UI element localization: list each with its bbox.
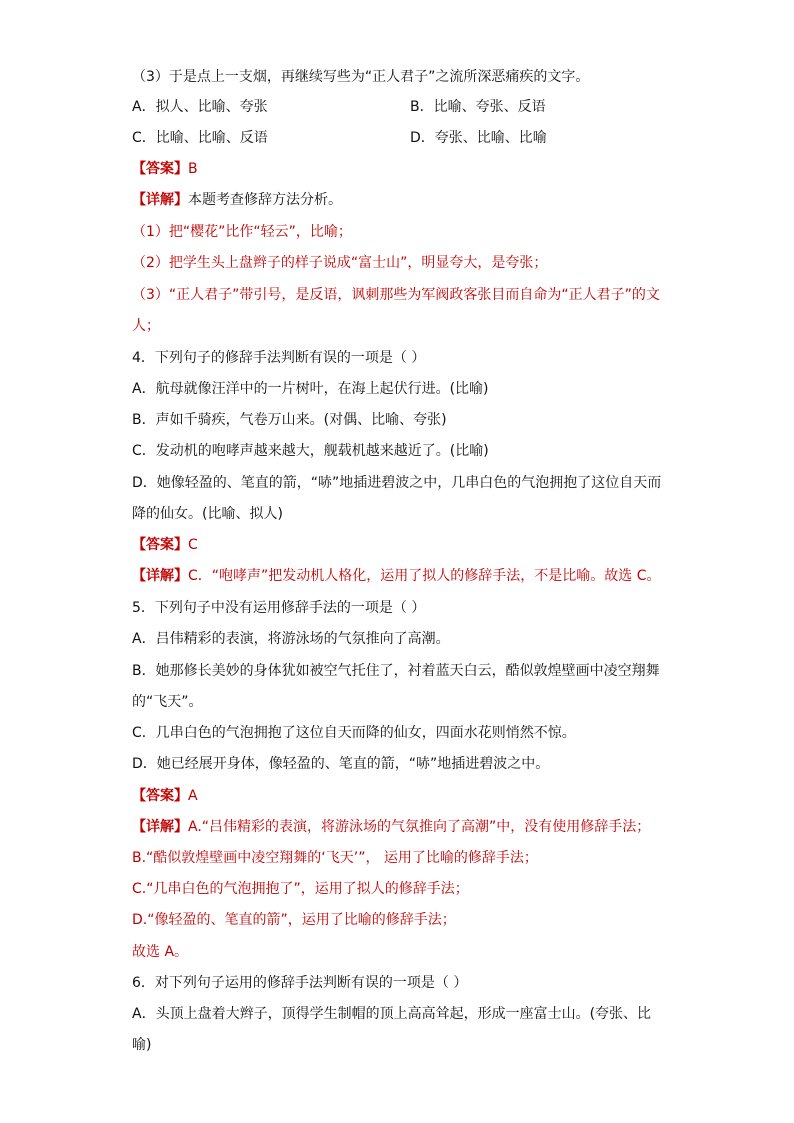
q3-item-3: （3）于是点上一支烟，再继续写些为“正人君子”之流所深恶痛疾的文字。 xyxy=(132,69,590,85)
q5-stem: 5．下列句子中没有运用修辞手法的一项是（ ） xyxy=(132,600,426,616)
q3-detail-2: （2）把学生头上盘辫子的样子说成“富士山”，明显夸大，是夸张； xyxy=(132,255,548,271)
q4-stem: 4．下列句子的修辞手法判断有误的一项是（ ） xyxy=(132,350,426,366)
q4-option-d-line2: 降的仙女。(比喻、拟人) xyxy=(132,506,283,522)
q5-option-c: C．几串白色的气泡拥抱了这位自天而降的仙女，四面水花则悄然不惊。 xyxy=(132,725,576,741)
q5-detail-d: D.“像轻盈的、笔直的箭”，运用了比喻的修辞手法； xyxy=(132,912,456,928)
q3-detail-3a: （3）“正人君子”带引号，是反语，讽刺那些为军阀政客张目而自命为“正人君子”的文 xyxy=(132,287,660,303)
q5-option-a: A．吕伟精彩的表演，将游泳场的气氛推向了高潮。 xyxy=(132,631,450,647)
q3-options-row-1 xyxy=(132,97,672,117)
q4-answer xyxy=(132,535,672,555)
q5-option-b-line1: B．她那修长美妙的身体犹如被空气托住了，衬着蓝天白云，酷似敦煌壁画中凌空翔舞 xyxy=(132,663,660,679)
q6-option-a-line1: A．头顶上盘着大辫子，顶得学生制帽的顶上高高耸起，形成一座富士山。(夸张、比 xyxy=(132,1006,652,1022)
q3-detail-intro xyxy=(132,190,672,210)
q3-option-c: C．比喻、比喻、反语 xyxy=(132,130,268,146)
q4-option-d-line1: D．她像轻盈的、笔直的箭，“哧”地插进碧波之中，几串白色的气泡拥抱了这位自天而 xyxy=(132,475,662,491)
detail-text: C．“咆哮声”把发动机人格化，运用了拟人的修辞手法，不是比喻。故选 C。 xyxy=(188,568,661,584)
q3-detail-3b: 人； xyxy=(132,318,160,334)
detail-text: A.“吕伟精彩的表演，将游泳场的气氛推向了高潮”中，没有使用修辞手法； xyxy=(188,819,651,835)
detail-label: 【详解】 xyxy=(132,568,188,584)
answer-value: A xyxy=(188,788,198,804)
q3-detail-1: （1）把“樱花”比作“轻云”，比喻； xyxy=(132,224,352,240)
q4-option-b: B．声如千骑疾，气卷万山来。(对偶、比喻、夸张) xyxy=(132,412,447,428)
q5-answer xyxy=(132,786,672,806)
answer-value: B xyxy=(188,161,198,177)
q5-option-d: D．她已经展开身体，像轻盈的、笔直的箭，“哧”地插进碧波之中。 xyxy=(132,756,550,772)
q3-answer xyxy=(132,159,672,179)
q5-detail-c: C.“几串白色的气泡拥抱了”，运用了拟人的修辞手法； xyxy=(132,881,469,897)
answer-value: C xyxy=(188,537,198,553)
answer-label: 【答案】 xyxy=(132,161,188,177)
q3-options-row-2 xyxy=(132,128,672,148)
q6-stem: 6．对下列句子运用的修辞手法判断有误的一项是（ ） xyxy=(132,975,468,991)
q4-option-a: A．航母就像汪洋中的一片树叶，在海上起伏行进。(比喻) xyxy=(132,381,489,397)
answer-label: 【答案】 xyxy=(132,537,188,553)
q6-option-a-line2: 喻) xyxy=(132,1037,152,1053)
q3-option-d: D．夸张、比喻、比喻 xyxy=(410,130,547,146)
q5-conclusion: 故选 A。 xyxy=(132,944,189,960)
answer-label: 【答案】 xyxy=(132,788,188,804)
q5-detail-b: B.“酷似敦煌壁画中凌空翔舞的‘飞天’”， 运用了比喻的修辞手法； xyxy=(132,850,538,866)
q3-option-b: B．比喻、夸张、反语 xyxy=(410,99,546,115)
detail-label: 【详解】 xyxy=(132,192,188,208)
q5-option-b-line2: 的“飞天”。 xyxy=(132,694,203,710)
q5-detail-a xyxy=(132,817,672,837)
q4-detail xyxy=(132,566,672,586)
detail-label: 【详解】 xyxy=(132,819,188,835)
q3-option-a: A．拟人、比喻、夸张 xyxy=(132,99,268,115)
detail-text: 本题考查修辞方法分析。 xyxy=(188,192,342,208)
q4-option-c: C．发动机的咆哮声越来越大，舰载机越来越近了。(比喻) xyxy=(132,443,489,459)
